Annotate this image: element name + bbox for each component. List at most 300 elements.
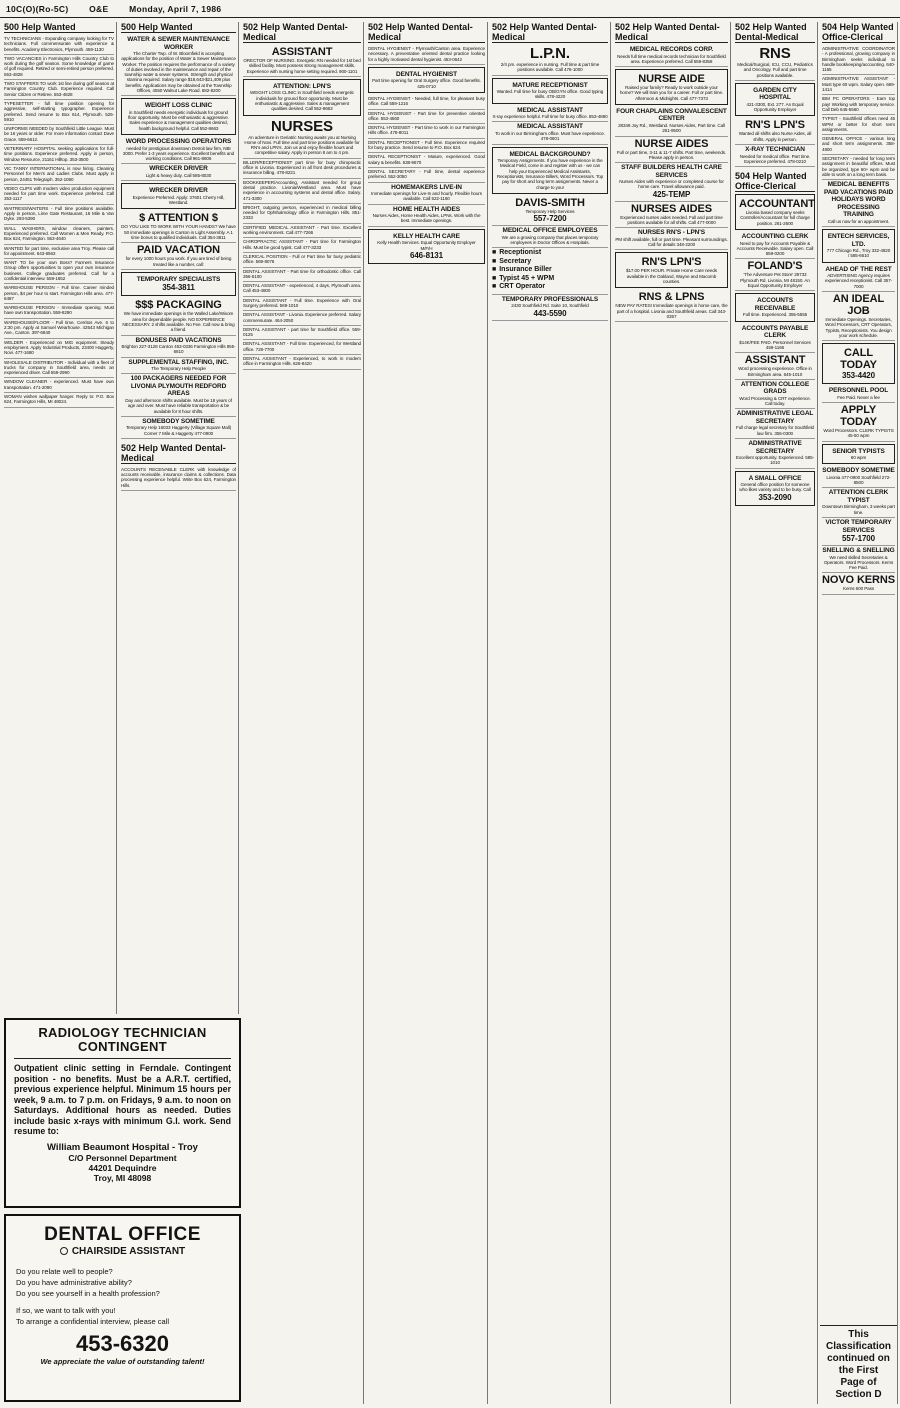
ad-title: ACCOUNTS PAYABLE CLERK bbox=[741, 324, 809, 340]
ad-text: GENERAL OFFICE - various long and short term assignments. 358-4800 bbox=[822, 136, 895, 152]
ad-title: MATURE RECEPTIONIST bbox=[512, 81, 588, 89]
classified-ad bbox=[121, 35, 236, 96]
classified-ad bbox=[4, 393, 114, 408]
ad-text: TWO VACANCIES in Farmington Hills Country Club to work during the golf season. Some knowledge of game of golf required. Retired or semi-retired person preferred. 553-4828 bbox=[4, 55, 114, 77]
classified-ad bbox=[243, 238, 361, 253]
ad-text: $17.00 PER HOUR. Private Home Care needs available in the Oakland, Wayne and Macomb counties. bbox=[626, 268, 717, 285]
classified-ad bbox=[121, 183, 236, 209]
classified-ad bbox=[243, 282, 361, 297]
ad-title: TEMPORARY SPECIALISTS bbox=[136, 275, 221, 283]
classified-ad bbox=[735, 232, 815, 259]
ad-text: DENTAL ASSISTANT - Experienced, to work in modern office in Farmington Hills. 626-8420 bbox=[243, 356, 361, 367]
ad-phone: 557-1700 bbox=[841, 534, 875, 544]
ad-text: WAITRESS/WAITERS - Full time positions available. Apply in person, Lime Gate Restaurant, 16 Mile & Van Dyke. 293-5390 bbox=[4, 205, 114, 222]
classified-ad bbox=[822, 229, 895, 263]
classified-ad bbox=[492, 106, 608, 123]
classified-ad bbox=[243, 159, 361, 179]
ad-title: HOMEMAKERS LIVE-IN bbox=[391, 183, 462, 191]
ad-title: ATTENTION COLLEGE GRADS bbox=[740, 380, 810, 396]
classified-ad bbox=[121, 298, 236, 335]
radiology-display-ad bbox=[4, 1018, 241, 1208]
continued-note-line2: continued on the First bbox=[827, 1353, 890, 1376]
ad-text: Medical/Surgical, ICU, CCU, Pediatrics and Oncology. Full and part time positions available. bbox=[737, 62, 813, 78]
ad-phone: 353-4420 bbox=[841, 371, 875, 381]
ad-text: 28349 Joy Rd., Westland. Nurses Aides, Part time. Call 261-9500 bbox=[618, 122, 725, 134]
classified-ad bbox=[615, 252, 728, 288]
ad-text: TYPESETTER - full time position opening for aggressive, self-starting typographer. Experience preferred. Send resume to Box 614, Plymouth. 525-5910 bbox=[4, 100, 114, 122]
ad-title: 100 PACKAGERS NEEDED FOR LIVONIA PLYMOUTH REDFORD AREAS bbox=[130, 375, 227, 398]
dental-ad-question-5: To arrange a confidential interview, please call bbox=[16, 1317, 170, 1326]
ad-title: MEDICAL ASSISTANT bbox=[517, 106, 583, 114]
ad-text: TYPIST - Southfield offices need 45 WPM or better for short term assignments. bbox=[822, 116, 895, 132]
ad-title: KELLY HEALTH CARE bbox=[393, 232, 460, 240]
classified-ad bbox=[368, 95, 485, 110]
ad-text: Full charge legal secretary for Southfield law firm. 355-0300 bbox=[735, 425, 815, 436]
ad-text: Raised your family? Ready to work outside your home? We will train you for a career. Full or part time. Afternoon & Midnights. Call 477-7373 bbox=[619, 85, 724, 101]
ad-bullet-item: ■ Typist 45 + WPM bbox=[492, 275, 608, 284]
ad-text: Experienced nurses aides needed. Full and part time positions available for all shifts. Call 477-0000 bbox=[620, 214, 723, 226]
column-header: 502 Help Wanted Dental-Medical bbox=[368, 22, 485, 43]
ad-text: Call us now for an appointment. bbox=[827, 218, 890, 224]
ad-title: VICTOR TEMPORARY SERVICES bbox=[825, 519, 892, 534]
ad-phone: 425-TEMP bbox=[652, 189, 691, 199]
ad-text: ADMINISTRATIVE COORDINATOR - A professional, growing company in Birmingham seeks individual to handle bookkeeping/accounting. 640-1155 bbox=[822, 46, 895, 73]
ad-title: WATER & SEWER MAINTENANCE WORKER bbox=[127, 36, 230, 51]
classified-ad bbox=[492, 248, 608, 295]
ad-text: BILLER/RECEPTIONIST part time for busy chiropractic office in Livonia. Experienced in all front desk procedures & insurance billing. 478-8221 bbox=[243, 159, 361, 176]
ad-text: UNIFORMS NEEDED by Southfield Little League. Must be 16 years or older. For more information contact Dave Grace. 559-6612. bbox=[4, 126, 114, 142]
ad-title: MEDICAL ASSISTANT bbox=[517, 123, 583, 131]
ad-title: FOLAND'S bbox=[747, 260, 803, 273]
ad-text: DENTAL HYGIENIST - Part time to work in our Farmington Hills office. 478-8011 bbox=[368, 125, 485, 136]
classified-ad bbox=[735, 118, 815, 145]
classified-ad bbox=[735, 353, 815, 380]
ad-phone: 646-8131 bbox=[409, 250, 443, 260]
page-date: Monday, April 7, 1986 bbox=[129, 4, 222, 14]
ad-text: 777 Chicago Rd., Troy 332-4820 / 585-6610 bbox=[826, 248, 891, 259]
classified-ad bbox=[4, 55, 114, 80]
classified-ad bbox=[822, 518, 895, 546]
bullet-icon bbox=[60, 1247, 68, 1255]
classified-ad bbox=[4, 225, 114, 245]
radiology-ad-employer: William Beaumont Hospital - Troy bbox=[47, 1141, 198, 1153]
ad-text: NEW PAY RATES! Immediate openings in home care, the part of a hospital. Livonia and Southfield areas. Call 343-0357 bbox=[615, 303, 728, 319]
classified-ad bbox=[735, 83, 815, 117]
classified-ad bbox=[121, 374, 236, 416]
paper-name: O&E bbox=[89, 4, 109, 14]
ad-text: Wanted all shifts also Nurse Aides, all shifts. Apply in person. bbox=[738, 131, 812, 142]
ad-title: HOME HEALTH AIDES bbox=[393, 205, 460, 213]
classified-ad bbox=[121, 98, 236, 135]
dental-ad-phone: 453-6320 bbox=[76, 1331, 169, 1356]
column-header: 502 Help Wanted Dental-Medical bbox=[243, 22, 361, 43]
classified-ad bbox=[822, 292, 895, 341]
classified-ad bbox=[121, 417, 236, 439]
classified-ad bbox=[4, 205, 114, 225]
ad-text: Livonia 477-0900 Southfield 272-8500 bbox=[826, 474, 891, 486]
radiology-ad-body: Outpatient clinic setting in Ferndale. Contingent position - no benefits. Must be a A.R.T. certified, previous experience helpful. Minimum 15 hours per week, 9 a.m. to 7 p.m. on Fridays, 9 a.m. to noon on Saturdays. Additional hours as needed. Duties include basic x-rays with minimum G.I. work. Send resume to: bbox=[14, 1063, 231, 1136]
ad-text: WANTED for part time, exclusive area Troy. Please call for appointment. 643-6563 bbox=[4, 245, 114, 256]
ad-title: WEIGHT LOSS CLINIC bbox=[144, 102, 213, 110]
classified-ad bbox=[492, 295, 608, 321]
ad-text: TV TECHNICIANS - Expanding company looking for TV technicians. Full commensurate with experience & benefits. Academy Electronics, Plymouth. 459-1130 bbox=[4, 36, 114, 52]
classified-ad bbox=[492, 78, 608, 104]
ad-text: Temporary Assignments. If you have experience in the Medical Field, come in and register with us - we can help you! Experienced Medical Assistants, Receptionists, Insurance Billers, Word Processors. Top pay for short and long term assignments. Never a charge to you! bbox=[496, 158, 604, 190]
ad-title: NURSE AIDE bbox=[638, 73, 705, 86]
ad-text: Word Processing & CRT experience. Call today. bbox=[739, 395, 811, 407]
ad-title: ADMINISTRATIVE LEGAL SECRETARY bbox=[736, 410, 814, 425]
classified-ad bbox=[121, 211, 236, 243]
dental-ad-question-4: If so, we want to talk with you! bbox=[16, 1306, 116, 1315]
ad-title: ACCOUNTANT bbox=[739, 198, 815, 211]
classified-ad bbox=[121, 272, 236, 297]
ad-text: Part time opening for Oral Surgery office. Good benefits. 425-0710 bbox=[372, 78, 481, 89]
classified-ad bbox=[4, 339, 114, 359]
classified-ad bbox=[822, 546, 895, 573]
classified-ad bbox=[243, 118, 361, 159]
ad-phone: 353-2090 bbox=[758, 492, 792, 502]
classified-ad bbox=[615, 69, 728, 105]
ad-text: WELDER - Experienced on MIG equipment. Steady employment. Apply Industrial Products, 23400 Haggerty, Novi. 477-1680 bbox=[4, 339, 114, 356]
ad-text: for every 1000 hours you work. If you are tired of being treated like a number, call: bbox=[125, 256, 232, 267]
ad-text: DENTAL ASSISTANT - Part time for orthodontic office. Call 356-5100 bbox=[243, 268, 361, 279]
classified-ad bbox=[243, 355, 361, 370]
ad-phone: 354-3811 bbox=[162, 283, 195, 293]
ad-title: X-RAY TECHNICIAN bbox=[745, 146, 805, 154]
column-header: 502 Help Wanted Dental-Medical bbox=[492, 22, 608, 43]
ad-text: Needed for medical office. Part time. Experience preferred. 478-0210 bbox=[739, 153, 811, 164]
classified-ad bbox=[121, 466, 236, 491]
ad-text: Word processing experience. Office in Birmingham area. 645-1010 bbox=[738, 366, 812, 377]
classified-ad bbox=[822, 386, 895, 403]
classified-ad bbox=[243, 224, 361, 239]
classified-ad bbox=[243, 45, 361, 77]
continued-note-line1: This Classification bbox=[825, 1329, 892, 1352]
classified-ad bbox=[243, 79, 361, 116]
classified-ad bbox=[822, 115, 895, 135]
ad-text: WEIGHT LOSS CLINIC in Southfield needs energetic individuals for ground floor opportunity. Must be enthusiastic & aggressive. Sales & management qualities desired. Call 552-8663 bbox=[250, 90, 354, 112]
classified-ad bbox=[4, 125, 114, 145]
ad-text: Light & heavy duty. Call 585-8030 bbox=[145, 172, 212, 178]
ad-text: WAREHOUSE PERSON - Full time. Career minded person, $4 per hour to start. Farmington Hills area. 477-6487 bbox=[4, 285, 114, 301]
dental-ad-question-3: Do you see yourself in a health profession? bbox=[16, 1289, 160, 1298]
ad-text: 'The Adventure Pet Store' 29733 Plymouth Rd. Livonia, MI 48150. An Equal Opportunity Employer bbox=[740, 272, 810, 289]
ad-title: ENTECH SERVICES, LTD. bbox=[827, 233, 890, 248]
ad-title: ADMINISTRATIVE SECRETARY bbox=[748, 440, 802, 455]
radiology-ad-city: Troy, MI 48098 bbox=[93, 1172, 152, 1183]
ad-text: DENTAL ASSISTANT - Full time. Experienced, for Westland office. 729-7700 bbox=[243, 341, 361, 352]
classified-ad bbox=[822, 403, 895, 442]
ad-text: Word Processors. CLERK TYPISTS 45-50 wpm bbox=[823, 428, 894, 439]
ad-text: ACCOUNTS RECEIVABLE CLERK with knowledge of accounts receivable, insurance claims & collections. Data processing experience helpful. Write Box 624, Farmington Hills. bbox=[121, 466, 236, 488]
ad-title: PAID VACATION bbox=[136, 244, 221, 257]
ad-text: ADVERTISING Agency requires experienced receptionist. Call 357-7000 bbox=[824, 273, 893, 289]
ad-title: $ ATTENTION $ bbox=[139, 212, 218, 225]
classified-ad bbox=[4, 284, 114, 304]
ad-title: L.P.N. bbox=[530, 45, 570, 62]
ad-text: Temporary Help 16033 Haggerty (Village Square Mall) Corner 7 Mile & Haggerty 477-0900 bbox=[125, 425, 232, 436]
ad-title: SOMEBODY SOMETIME bbox=[822, 467, 895, 475]
classified-ad bbox=[615, 290, 728, 322]
ad-text: Need to pay for Accounts Payable & Accounts Receivable. Salary open. Call 559-0200 bbox=[736, 240, 814, 257]
classified-ad bbox=[735, 293, 815, 321]
ad-text: in Southfield needs energetic individuals for ground floor opportunity. Must be enthusiastic & aggressive. Sales experience & management qualities desired, health background helpful. Call 552-8663 bbox=[128, 109, 229, 131]
ad-text: Kelly Health Services. Equal Opportunity Employer M/F/H bbox=[377, 240, 476, 251]
classified-ad bbox=[735, 471, 815, 506]
ad-phone: 443-5590 bbox=[533, 308, 567, 318]
ad-text: BOOKKEEPER/Accounting, Assistant needed for group dental practice. Livonia/Westland area. Must have experience in accounting systems and dental office. Salary. 471-3300 bbox=[243, 179, 361, 201]
ad-text: Immediate openings for Live-In and hourly. Flexible hours available. Call 522-1160 bbox=[371, 191, 482, 202]
ad-title: A SMALL OFFICE bbox=[748, 474, 802, 482]
ad-title: DENTAL HYGIENIST bbox=[396, 70, 457, 78]
ad-text: The Charter Twp. of W. Bloomfield is accepting applications for the position of Water & Sewer Maintenance Worker. The position requires the performance of a variety of duties involved in the maintenance and repair of the township water & sewer systems. Strength and physical stamina required. Salary range $18,643-$21,409 plus benefits. Applications may be obtained at the Township Offices, 4550 Walnut Lake Road. 682-8200 bbox=[121, 51, 236, 94]
ad-text: IBM PC OPERATORS - Earn top pay! Working with temporary service. Call Deb 645-5560 bbox=[822, 96, 895, 112]
dental-ad-tagline: We appreciate the value of outstanding talent! bbox=[40, 1357, 205, 1366]
classified-ad bbox=[735, 194, 815, 230]
ad-text: WOMAN wishes wallpaper hanger. Reply to: P.O. Box 624, Farmington Hills, MI 48024. bbox=[4, 394, 114, 405]
ad-text: 2/4 pm. experience in nursing. Full time & part time positions available. Call 476-1000 bbox=[500, 62, 600, 73]
ad-title: SNELLING & SNELLING bbox=[822, 547, 895, 555]
ad-title: RN'S LPN'S bbox=[641, 256, 702, 269]
ad-title: AN IDEAL JOB bbox=[832, 293, 885, 318]
classified-ad bbox=[243, 297, 361, 312]
ad-text: PM shift available, full or part time. Pleasant surroundings. Call for details 348-2200 bbox=[615, 236, 728, 248]
ad-text: DO YOU LIKE TO WORK WITH YOUR HANDS? We have 50 immediate openings in Canton in Light Assembly. A 1 time bonus to qualified individuals. Call 354-3811 bbox=[121, 224, 236, 240]
classified-ad bbox=[121, 137, 236, 164]
classified-ad bbox=[243, 311, 361, 326]
classified-ad bbox=[368, 205, 485, 227]
column-header: 502 Help Wanted Dental-Medical bbox=[615, 22, 728, 43]
ad-title: NURSES RN'S - LPN'S bbox=[638, 229, 705, 237]
classified-ad bbox=[735, 324, 815, 354]
classified-ad bbox=[615, 228, 728, 250]
ad-text: Downtown Birmingham, 3 weeks part time. bbox=[822, 504, 895, 515]
classified-ad bbox=[368, 124, 485, 139]
ad-title: ASSISTANT bbox=[744, 354, 806, 367]
ad-title: WRECKER DRIVER bbox=[149, 187, 208, 195]
ad-title: MEDICAL BENEFITS PAID VACATIONS PAID HOLIDAYS WORD PROCESSING TRAINING bbox=[823, 181, 894, 219]
classified-ad bbox=[735, 45, 815, 81]
column-2 bbox=[119, 22, 239, 1014]
classified-ad bbox=[368, 45, 485, 65]
ad-title: SUPPLEMENTAL STAFFING, INC. bbox=[128, 358, 229, 366]
ad-text: DENTAL ASSISTANT - Livonia. Experience preferred. Salary commensurate. 464-2050 bbox=[243, 312, 361, 323]
ad-title: NURSE AIDES bbox=[634, 137, 709, 150]
ad-text: Brighton 227-3128 Canton 453-0336 Farmington Hills 855-6810 bbox=[121, 344, 236, 355]
ad-bullet-list bbox=[492, 249, 608, 292]
classified-ad bbox=[4, 359, 114, 379]
section-header: 504 Help Wanted Office-Clerical bbox=[735, 171, 815, 192]
classified-ad bbox=[243, 179, 361, 204]
classified-ad bbox=[822, 155, 895, 180]
ad-text: DENTAL RECEPTIONIST - Mature, experienced. Good salary & benefits. 538-9670 bbox=[368, 154, 485, 165]
ad-text: DENTAL HYGIENIST - Part time for preventive oriented office. 553-4560 bbox=[368, 110, 485, 121]
classified-ad bbox=[4, 378, 114, 393]
column-header: 502 Help Wanted Dental-Medical bbox=[735, 22, 815, 43]
ad-title: ACCOUNTING CLERK bbox=[741, 233, 809, 241]
ad-text: needed for prestigious downtown Detroit law firm, NBI 3000. Prefer 1-3 years experience. Excellent benefits and working conditions. Call 961-8606 bbox=[122, 145, 235, 162]
column-1 bbox=[2, 22, 117, 1014]
ad-text: ADMINISTRATIVE ASSISTANT - Must type 60 wpm. Salary open. 669-1414 bbox=[822, 76, 895, 93]
ad-title: WRECKER DRIVER bbox=[149, 165, 208, 173]
dental-ad-title: DENTAL OFFICE bbox=[44, 1224, 201, 1245]
classified-ad bbox=[615, 45, 728, 67]
classified-ad bbox=[492, 147, 608, 194]
classified-ad bbox=[822, 75, 895, 95]
classified-ad bbox=[492, 122, 608, 144]
classified-ad bbox=[615, 137, 728, 164]
ad-text: Excellent opportunity. Experienced. 585-1010 bbox=[735, 455, 815, 466]
classified-ad bbox=[822, 95, 895, 115]
classified-ad bbox=[735, 380, 815, 410]
classified-ad bbox=[4, 80, 114, 100]
continued-note-line3: Page of Section D bbox=[835, 1377, 882, 1400]
ad-text: Day and afternoon shifts available. Must be 18 years of age and over. Must have reliable transportation & be available for 8 hour shifts. bbox=[125, 397, 232, 414]
classified-ad bbox=[368, 168, 485, 183]
ad-text: CLERICAL POSITION - Full or Part time for busy pediatric office. 569-8076 bbox=[243, 253, 361, 265]
classified-ad bbox=[822, 135, 895, 155]
classified-ad bbox=[4, 304, 114, 319]
ad-text: DENTAL SECRETARY - Full time, dental experience preferred. 552-3050 bbox=[368, 168, 485, 180]
ad-text: Wanted. Full time for busy OB/GYN office. Good typing skills. 478-4220 bbox=[496, 89, 604, 100]
ad-text: We need skilled Secretaries & Operators. Word Processors. Kerns Fee Paid. bbox=[823, 554, 894, 571]
ad-text: DENTAL HYGIENIST - Plymouth/Canton area. Experience necessary. A preventative oriented dental practice looking for a highly motivated dental hygienist. 453-0642 bbox=[368, 46, 485, 62]
page-folio bbox=[0, 0, 900, 18]
ad-text: General office position for someone who likes variety and to be busy. Call bbox=[739, 482, 811, 493]
classified-ad bbox=[822, 466, 895, 488]
classified-ad bbox=[4, 319, 114, 339]
ad-text: Nurses Aides with experience or completed course for home care. Travel allowance paid. bbox=[619, 179, 724, 190]
classified-ad bbox=[121, 358, 236, 375]
classified-ad bbox=[4, 245, 114, 260]
page-code: 10C(O)(Ro-5C) bbox=[6, 4, 69, 14]
ad-text: Immediate Openings. Secretaries, Word Processors, CRT Operators, Typists, Receptionists. You design your work schedule. bbox=[825, 317, 892, 338]
ad-text: 60 wpm bbox=[850, 455, 867, 461]
continued-note bbox=[820, 1325, 897, 1404]
classified-ad bbox=[735, 409, 815, 439]
ad-title: BONUSES PAID VACATIONS bbox=[135, 336, 222, 344]
ad-text: WANT TO be your own Boss? Farmers Insurance Group offers opportunities to open your own insurance business. College graduates preferred. Call for a confidential interview. 559-1652 bbox=[4, 260, 114, 281]
ad-text: Kerns 600 Pass bbox=[842, 586, 875, 592]
ad-title: ASSISTANT bbox=[271, 46, 333, 58]
classified-ad bbox=[615, 107, 728, 137]
classified-ad bbox=[822, 488, 895, 518]
ad-text: We are a growing company that places temporary employees in Doctor Offices & Hospitals. bbox=[501, 234, 599, 245]
classified-ad bbox=[243, 268, 361, 283]
column-8 bbox=[733, 22, 818, 1404]
ad-text: SECRETARY - needed for long term assignment in beautiful offices. Must be organized, type 60+ wpm and be able to work on a long term basis. bbox=[822, 156, 895, 177]
ad-text: Livonia based company seeks Controller/Accountant for full charge position. 261-2600 bbox=[740, 210, 810, 226]
ad-bullet-item: ■ Receptionist bbox=[492, 249, 608, 258]
classified-ad bbox=[4, 165, 114, 185]
ad-text: CERTIFIED MEDICAL ASSISTANT - Part time. Excellent working environment. Call 477-7266 bbox=[243, 224, 361, 236]
classified-ad bbox=[615, 202, 728, 229]
ad-text: An adventure in Geriatric Nursing awaits you at Nursing Home of Novi. Full time and part time positions available for RN's and LPN's. Join us and enjoy flexible hours and competitive salary. Apply in person 8 am to 4 pm. bbox=[244, 134, 360, 156]
ad-title: RNS bbox=[759, 45, 791, 62]
classified-ad bbox=[368, 139, 485, 154]
ad-text: To work in our Birmingham office. Must have experience. 478-0601 bbox=[495, 130, 605, 142]
classified-ad bbox=[4, 100, 114, 125]
ad-text: 421-3300, Ext. 277. An Equal Opportunity Employer bbox=[746, 101, 804, 113]
ad-text: We have immediate openings in the Walled Lake/Wixom area for dependable people. NO EXPERIENCE NECESSARY. 2 shifts available. No Fee. Call now & bring a friend. bbox=[122, 311, 235, 333]
classified-ad bbox=[368, 183, 485, 205]
ad-text: VIDEO CLIPS with modern video production equipment needed for part time work. Experience preferred. Call 353-1117 bbox=[4, 185, 114, 202]
classified-ad bbox=[735, 259, 815, 291]
classified-ad bbox=[492, 226, 608, 248]
ad-title: CALL TODAY bbox=[840, 347, 877, 372]
dental-ad-subtitle: CHAIRSIDE ASSISTANT bbox=[71, 1246, 186, 1257]
ad-phone: 557-7200 bbox=[533, 214, 567, 224]
ad-title: TEMPORARY PROFESSIONALS bbox=[501, 295, 599, 303]
ad-title: WORD PROCESSING OPERATORS bbox=[125, 138, 232, 146]
classified-ad bbox=[822, 265, 895, 292]
classified-ad bbox=[492, 45, 608, 76]
dental-ad-question-1: Do you relate well to people? bbox=[16, 1267, 113, 1276]
column-9 bbox=[820, 22, 898, 1404]
ad-title: NURSES bbox=[271, 117, 333, 135]
ad-title: RN'S LPN'S bbox=[745, 119, 805, 132]
classified-ad bbox=[822, 45, 895, 75]
ad-text: DENTAL HYGIENIST - Needed, full time, for pleasant busy office. Call 559-1216 bbox=[368, 95, 485, 107]
ad-text: The Temporary Help People bbox=[151, 366, 206, 372]
ad-text: WHOLESALE DISTRIBUTOR - Individual with a fleet of trucks for company in Southfield area, needs an experienced driver. Call 559-2990 bbox=[4, 359, 114, 376]
ad-text: WALL WASHERS, window cleaners, painters. Experienced preferred. Call Women & Men Ready. P.O. Box 624, Farmington. 553-4640 bbox=[4, 225, 114, 242]
classified-ad bbox=[822, 343, 895, 384]
ad-title: $$$ PACKAGING bbox=[135, 299, 222, 312]
classified-ad bbox=[121, 164, 236, 181]
ad-text: DENTAL ASSISTANT - Full time. Experience with Oral Surgery preferred. 569-1010 bbox=[243, 297, 361, 308]
classified-ad bbox=[822, 573, 895, 594]
ad-title: NOVO KERNS bbox=[822, 574, 895, 587]
ad-title: APPLY TODAY bbox=[840, 404, 877, 428]
column-3 bbox=[241, 22, 364, 1404]
column-6 bbox=[613, 22, 731, 1404]
classified-ad bbox=[822, 180, 895, 227]
ad-title: AHEAD OF THE REST bbox=[825, 265, 892, 273]
ad-title: RNS & LPNS bbox=[638, 291, 705, 304]
column-header: 504 Help Wanted Office-Clerical bbox=[822, 22, 894, 42]
ad-text: 2430 Southfield Rd. Suite 10, Southfield bbox=[511, 303, 589, 309]
ad-title: ACCOUNTS RECEIVABLE bbox=[754, 297, 796, 312]
ad-text: DENTAL ASSISTANT - experienced, 4 days, Plymouth area. Call 453-4800 bbox=[243, 283, 361, 294]
classified-ad bbox=[4, 259, 114, 284]
ad-title: GARDEN CITY HOSPITAL bbox=[753, 86, 797, 102]
ad-title: DAVIS-SMITH bbox=[515, 196, 585, 209]
ad-text: VIC TANNY INTERNATIONAL is now hiring. Cleaning Personnel for Men's and Ladies Clubs. Must apply in person, 24451 Telegraph. 352-1080 bbox=[4, 165, 114, 182]
classified-ad bbox=[243, 340, 361, 355]
column-header: 500 Help Wanted bbox=[4, 22, 114, 33]
column-4 bbox=[366, 22, 488, 1404]
ad-text: WINDOW CLEANER - experienced. Must have own transportation. 471-2090 bbox=[4, 379, 114, 390]
ad-text: DENTAL RECEPTIONIST - Full time. Experience required for busy practice. Send resume to P.O. Box 624. bbox=[368, 139, 485, 151]
classified-ad bbox=[4, 145, 114, 165]
radiology-ad-title: RADIOLOGY TECHNICIAN CONTINGENT bbox=[14, 1026, 231, 1059]
classified-ad bbox=[4, 185, 114, 205]
ad-title: ATTENTION: LPN'S bbox=[273, 82, 331, 90]
ad-text: TWO STAFFERS TO work 1st line during golf season at Farmington Country Club. Experience required. Call Senior Citizen or Retiree. 553-4828 bbox=[4, 81, 114, 97]
classified-ad bbox=[735, 145, 815, 167]
ad-text: Full or part time, 3-11 & 11-7 shifts. Part time, weekends. Please apply in person. bbox=[616, 149, 727, 160]
classified-ad bbox=[822, 444, 895, 465]
classified-ad bbox=[4, 35, 114, 55]
ad-title: MEDICAL OFFICE EMPLOYEES bbox=[502, 227, 598, 235]
ad-bullet-item: ■ CRT Operator bbox=[492, 283, 608, 292]
ad-text: Temporary Help Services bbox=[525, 208, 575, 214]
classified-ad bbox=[121, 336, 236, 358]
classified-ad bbox=[243, 253, 361, 268]
ad-text: Nurses Aides, Home Health Aides, LPNs. Work with the best. Immediate openings. bbox=[372, 213, 481, 224]
ad-bullet-item: ■ Insurance Biller bbox=[492, 266, 608, 275]
